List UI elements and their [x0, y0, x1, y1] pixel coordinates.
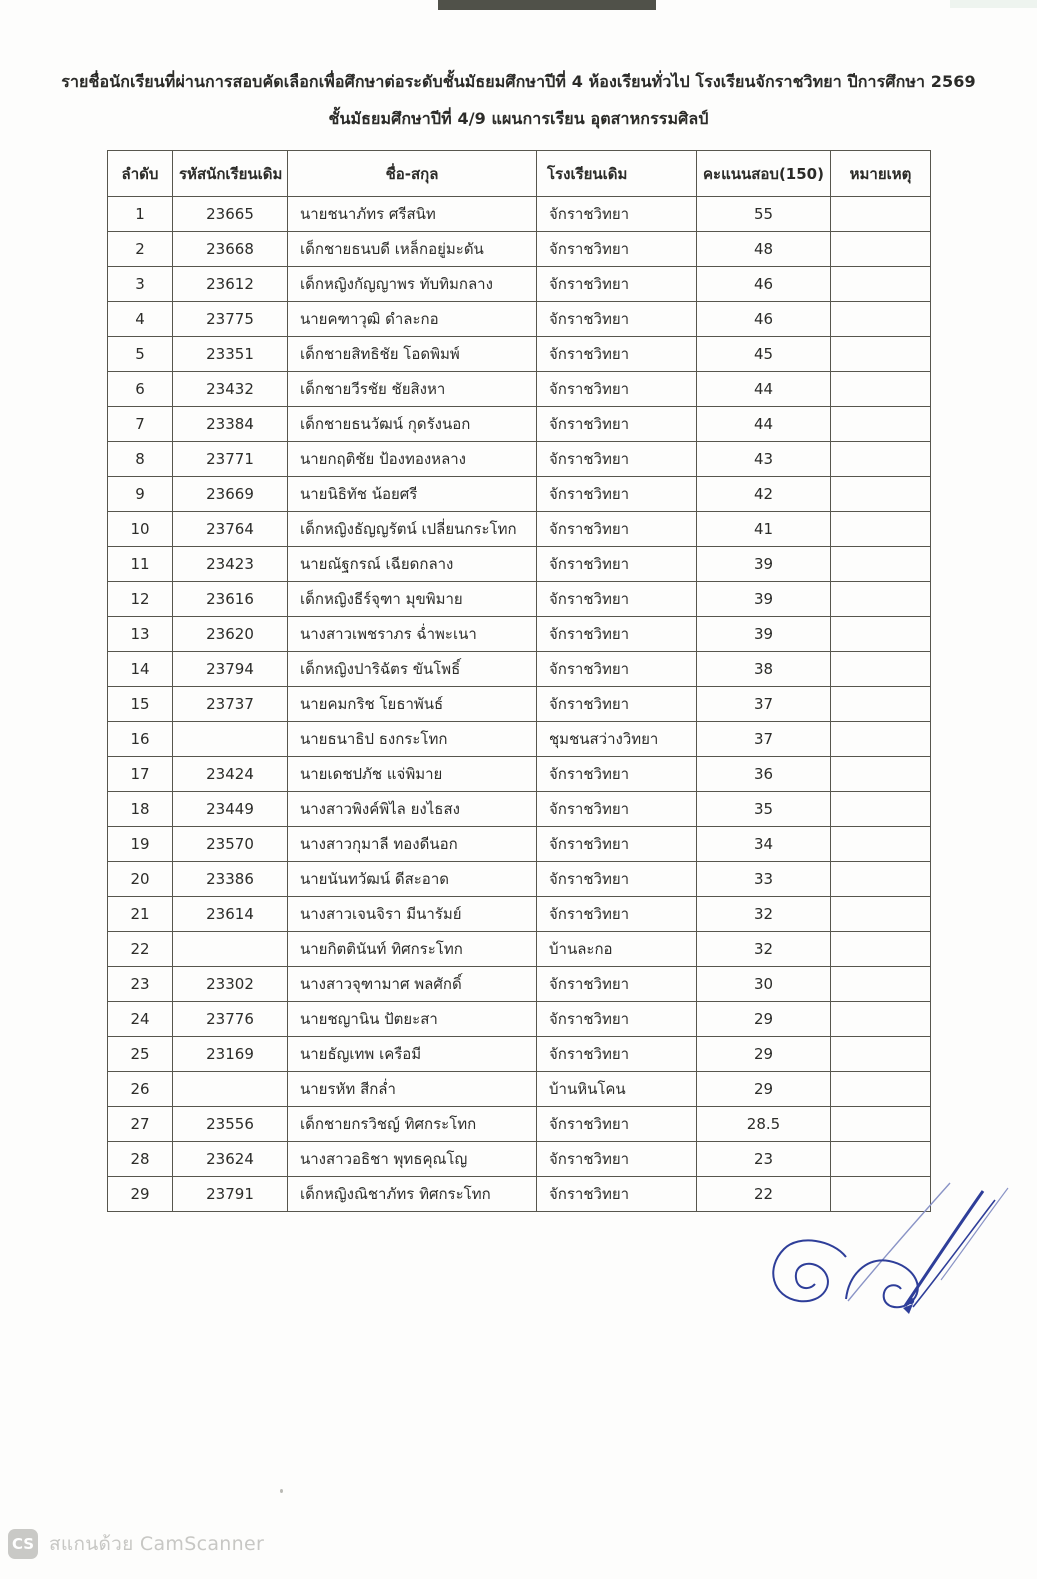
table-cell: 29: [108, 1177, 173, 1212]
table-cell: [173, 932, 288, 967]
table-row: [108, 302, 931, 337]
table-cell: บ้านหินโคน: [537, 1072, 697, 1107]
table-cell: จักราชวิทยา: [537, 1107, 697, 1142]
table-cell: จักราชวิทยา: [537, 477, 697, 512]
table-row: [108, 547, 931, 582]
table-cell: จักราชวิทยา: [537, 1037, 697, 1072]
column-header: รหัสนักเรียนเดิม: [173, 151, 288, 197]
table-row: [108, 1072, 931, 1107]
table-cell: 23384: [173, 407, 288, 442]
table-cell: จักราชวิทยา: [537, 757, 697, 792]
table-cell: 43: [697, 442, 831, 477]
table-cell: 23: [697, 1142, 831, 1177]
table-cell: 44: [697, 372, 831, 407]
table-cell: นายชนาภัทร ศรีสนิท: [288, 197, 537, 232]
table-cell: นางสาวพิงค์พิไล ยงไธสง: [288, 792, 537, 827]
table-cell: จักราชวิทยา: [537, 1002, 697, 1037]
table-cell: นายธัญเทพ เครือมี: [288, 1037, 537, 1072]
table-cell: จักราชวิทยา: [537, 512, 697, 547]
table-cell: [831, 862, 931, 897]
table-cell: จักราชวิทยา: [537, 232, 697, 267]
column-header: โรงเรียนเดิม: [537, 151, 697, 197]
table-cell: เด็กชายธนวัฒน์ กุดรังนอก: [288, 407, 537, 442]
table-cell: 27: [108, 1107, 173, 1142]
table-cell: จักราชวิทยา: [537, 267, 697, 302]
table-cell: [831, 932, 931, 967]
table-cell: จักราชวิทยา: [537, 547, 697, 582]
table-cell: [831, 617, 931, 652]
table-cell: 23775: [173, 302, 288, 337]
column-header: ลำดับ: [108, 151, 173, 197]
column-header: หมายเหตุ: [831, 151, 931, 197]
table-cell: 35: [697, 792, 831, 827]
table-cell: [831, 512, 931, 547]
table-cell: 23665: [173, 197, 288, 232]
table-cell: 30: [697, 967, 831, 1002]
table-cell: 46: [697, 267, 831, 302]
table-cell: 33: [697, 862, 831, 897]
table-cell: [831, 687, 931, 722]
table-row: [108, 267, 931, 302]
table-cell: 37: [697, 687, 831, 722]
table-cell: [831, 897, 931, 932]
table-row: [108, 1142, 931, 1177]
table-cell: 16: [108, 722, 173, 757]
table-cell: นายคฑาวุฒิ ดำละกอ: [288, 302, 537, 337]
table-row: [108, 827, 931, 862]
table-row: [108, 1107, 931, 1142]
table-cell: 12: [108, 582, 173, 617]
table-cell: 24: [108, 1002, 173, 1037]
table-cell: [831, 1037, 931, 1072]
table-cell: จักราชวิทยา: [537, 652, 697, 687]
table-cell: 1: [108, 197, 173, 232]
table-header-row: [108, 151, 931, 197]
table-cell: นายรหัท สีกล่ำ: [288, 1072, 537, 1107]
table-row: [108, 757, 931, 792]
table-cell: จักราชวิทยา: [537, 582, 697, 617]
table-cell: [831, 547, 931, 582]
table-cell: จักราชวิทยา: [537, 302, 697, 337]
table-cell: 23620: [173, 617, 288, 652]
table-cell: 32: [697, 932, 831, 967]
table-row: [108, 722, 931, 757]
table-cell: 6: [108, 372, 173, 407]
table-cell: 46: [697, 302, 831, 337]
table-cell: [831, 197, 931, 232]
table-cell: 23614: [173, 897, 288, 932]
table-cell: 8: [108, 442, 173, 477]
document-subtitle: ชั้นมัธยมศึกษาปีที่ 4/9 แผนการเรียน อุตสาหกรรมศิลป์: [328, 109, 709, 128]
table-cell: [831, 1177, 931, 1212]
table-row: [108, 477, 931, 512]
scan-edge-artifact: [438, 0, 656, 10]
table-cell: 23616: [173, 582, 288, 617]
table-row: [108, 792, 931, 827]
table-cell: เด็กชายสิทธิชัย โอดพิมพ์: [288, 337, 537, 372]
table-cell: 2: [108, 232, 173, 267]
table-cell: 19: [108, 827, 173, 862]
table-cell: นายชญานิน ปัตยะสา: [288, 1002, 537, 1037]
table-row: [108, 582, 931, 617]
table-row: [108, 1002, 931, 1037]
scan-edge-artifact-light: [950, 0, 1037, 8]
table-cell: 17: [108, 757, 173, 792]
table-cell: 15: [108, 687, 173, 722]
table-cell: นายนิธิทัช น้อยศรี: [288, 477, 537, 512]
table-cell: 39: [697, 582, 831, 617]
table-cell: [831, 1107, 931, 1142]
table-cell: 29: [697, 1002, 831, 1037]
table-cell: จักราชวิทยา: [537, 197, 697, 232]
table-row: [108, 232, 931, 267]
table-cell: [831, 232, 931, 267]
table-cell: จักราชวิทยา: [537, 827, 697, 862]
table-cell: 23302: [173, 967, 288, 1002]
table-cell: เด็กชายวีรชัย ชัยสิงหา: [288, 372, 537, 407]
table-cell: 26: [108, 1072, 173, 1107]
table-cell: 23423: [173, 547, 288, 582]
table-cell: 4: [108, 302, 173, 337]
table-cell: 39: [697, 617, 831, 652]
table-cell: [831, 582, 931, 617]
table-cell: 23624: [173, 1142, 288, 1177]
table-cell: [831, 757, 931, 792]
table-cell: 14: [108, 652, 173, 687]
table-cell: 23776: [173, 1002, 288, 1037]
table-cell: บ้านละกอ: [537, 932, 697, 967]
table-cell: เด็กหญิงปาริฉัตร ขันโพธิ์: [288, 652, 537, 687]
table-cell: จักราชวิทยา: [537, 897, 697, 932]
table-cell: 23169: [173, 1037, 288, 1072]
table-cell: จักราชวิทยา: [537, 687, 697, 722]
table-cell: [831, 267, 931, 302]
table-cell: 9: [108, 477, 173, 512]
table-cell: 5: [108, 337, 173, 372]
table-cell: จักราชวิทยา: [537, 617, 697, 652]
table-cell: 29: [697, 1072, 831, 1107]
camscanner-footer: [8, 1527, 264, 1561]
table-cell: 25: [108, 1037, 173, 1072]
table-cell: จักราชวิทยา: [537, 442, 697, 477]
table-cell: 11: [108, 547, 173, 582]
table-cell: นายกิตตินันท์ ทิศกระโทก: [288, 932, 537, 967]
table-row: [108, 687, 931, 722]
scan-speck: [280, 1489, 283, 1493]
table-row: [108, 407, 931, 442]
table-cell: 23424: [173, 757, 288, 792]
table-cell: [831, 722, 931, 757]
table-cell: นายเดชปภัช แจ่พิมาย: [288, 757, 537, 792]
table-cell: จักราชวิทยา: [537, 337, 697, 372]
table-cell: จักราชวิทยา: [537, 792, 697, 827]
table-cell: 23570: [173, 827, 288, 862]
table-cell: [831, 302, 931, 337]
table-row: [108, 967, 931, 1002]
table-cell: 42: [697, 477, 831, 512]
table-cell: 55: [697, 197, 831, 232]
table-row: [108, 512, 931, 547]
table-cell: 23791: [173, 1177, 288, 1212]
table-cell: 22: [108, 932, 173, 967]
table-row: [108, 197, 931, 232]
table-cell: จักราชวิทยา: [537, 1142, 697, 1177]
table-cell: [831, 827, 931, 862]
column-header: ชื่อ-สกุล: [288, 151, 537, 197]
table-cell: นายธนาธิป ธงกระโทก: [288, 722, 537, 757]
table-cell: 13: [108, 617, 173, 652]
table-cell: นางสาวเพชราภร ฉ่ำพะเนา: [288, 617, 537, 652]
table-cell: 18: [108, 792, 173, 827]
table-cell: นายนันทวัฒน์ ดีสะอาด: [288, 862, 537, 897]
table-cell: 7: [108, 407, 173, 442]
table-cell: 23386: [173, 862, 288, 897]
table-cell: นายณัฐกรณ์ เฉียดกลาง: [288, 547, 537, 582]
table-cell: 23771: [173, 442, 288, 477]
table-cell: เด็กหญิงกัญญาพร ทับทิมกลาง: [288, 267, 537, 302]
table-cell: 28: [108, 1142, 173, 1177]
table-cell: เด็กชายธนบดี เหล็กอยู่มะดัน: [288, 232, 537, 267]
table-cell: เด็กหญิงณิชาภัทร ทิศกระโทก: [288, 1177, 537, 1212]
table-cell: 23794: [173, 652, 288, 687]
table-cell: เด็กชายกรวิชญ์ ทิศกระโทก: [288, 1107, 537, 1142]
table-cell: 20: [108, 862, 173, 897]
table-cell: 36: [697, 757, 831, 792]
camscanner-label: สแกนด้วย CamScanner: [49, 1533, 265, 1555]
table-cell: 23612: [173, 267, 288, 302]
column-header: คะแนนสอบ(150): [697, 151, 831, 197]
table-row: [108, 652, 931, 687]
table-cell: [173, 722, 288, 757]
table-cell: 23668: [173, 232, 288, 267]
table-cell: 23: [108, 967, 173, 1002]
table-cell: 23351: [173, 337, 288, 372]
table-row: [108, 932, 931, 967]
student-table-body: [108, 197, 931, 1212]
table-cell: 41: [697, 512, 831, 547]
table-cell: 23449: [173, 792, 288, 827]
table-cell: [831, 792, 931, 827]
table-cell: [831, 372, 931, 407]
table-row: [108, 442, 931, 477]
table-cell: [831, 1072, 931, 1107]
table-cell: จักราชวิทยา: [537, 862, 697, 897]
table-row: [108, 372, 931, 407]
table-cell: นางสาวจุฑามาศ พลศักดิ์: [288, 967, 537, 1002]
table-cell: 28.5: [697, 1107, 831, 1142]
table-cell: นายคมกริช โยธาพันธ์: [288, 687, 537, 722]
table-cell: 45: [697, 337, 831, 372]
table-row: [108, 897, 931, 932]
table-row: [108, 337, 931, 372]
table-cell: [831, 1002, 931, 1037]
table-cell: 21: [108, 897, 173, 932]
table-cell: นายกฤติชัย ป้องทองหลาง: [288, 442, 537, 477]
table-cell: จักราชวิทยา: [537, 372, 697, 407]
table-cell: 39: [697, 547, 831, 582]
table-row: [108, 862, 931, 897]
table-cell: 23556: [173, 1107, 288, 1142]
table-cell: 48: [697, 232, 831, 267]
table-cell: 23669: [173, 477, 288, 512]
table-row: [108, 1037, 931, 1072]
table-cell: 37: [697, 722, 831, 757]
table-cell: จักราชวิทยา: [537, 967, 697, 1002]
table-cell: 38: [697, 652, 831, 687]
table-cell: 10: [108, 512, 173, 547]
student-table: [107, 150, 931, 1212]
table-cell: [831, 337, 931, 372]
table-cell: 44: [697, 407, 831, 442]
table-cell: [831, 407, 931, 442]
table-cell: 22: [697, 1177, 831, 1212]
document-title: รายชื่อนักเรียนที่ผ่านการสอบคัดเลือกเพื่อศึกษาต่อระดับชั้นมัธยมศึกษาปีที่ 4 ห้องเรียนทั่วไป โรงเรียนจักราชวิทยา ปีการศึกษา 2569: [61, 72, 976, 91]
table-cell: 3: [108, 267, 173, 302]
table-cell: จักราชวิทยา: [537, 1177, 697, 1212]
table-cell: 34: [697, 827, 831, 862]
table-cell: [831, 442, 931, 477]
table-cell: ชุมชนสว่างวิทยา: [537, 722, 697, 757]
table-row: [108, 617, 931, 652]
table-cell: [173, 1072, 288, 1107]
table-cell: เด็กหญิงธีร์จุฑา มุขพิมาย: [288, 582, 537, 617]
table-cell: 23432: [173, 372, 288, 407]
camscanner-logo-icon: CS: [8, 1529, 38, 1559]
table-cell: เด็กหญิงธัญญรัตน์ เปลี่ยนกระโทก: [288, 512, 537, 547]
table-cell: [831, 652, 931, 687]
table-cell: 32: [697, 897, 831, 932]
table-cell: [831, 1142, 931, 1177]
table-cell: นางสาวอธิชา พุทธคุณโญ: [288, 1142, 537, 1177]
table-cell: [831, 967, 931, 1002]
table-cell: นางสาวกุมาลี ทองดีนอก: [288, 827, 537, 862]
table-row: [108, 1177, 931, 1212]
table-cell: 23764: [173, 512, 288, 547]
table-cell: นางสาวเจนจิรา มีนารัมย์: [288, 897, 537, 932]
table-cell: จักราชวิทยา: [537, 407, 697, 442]
table-cell: 29: [697, 1037, 831, 1072]
table-cell: 23737: [173, 687, 288, 722]
table-cell: [831, 477, 931, 512]
